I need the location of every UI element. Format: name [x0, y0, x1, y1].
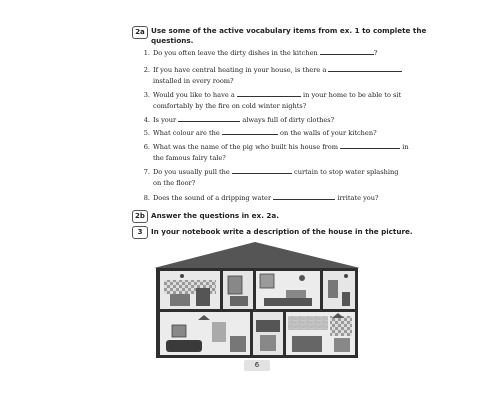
question-text: Do you usually pull the — [153, 168, 230, 176]
question-text: What was the name of the pig who built his house from — [153, 143, 339, 151]
answer-blank[interactable] — [237, 89, 301, 97]
exercise-2a-instruction — [151, 26, 426, 46]
exercise-tag-2a: 2a — [132, 26, 148, 39]
house-illustration — [152, 240, 362, 360]
question-4 — [136, 114, 396, 125]
answer-blank[interactable] — [232, 166, 292, 174]
question-2 — [136, 64, 396, 75]
question-3-continuation: comfortably by the fire on cold winter nights? — [153, 102, 307, 110]
question-8 — [136, 192, 396, 203]
question-text-end: irritate you? — [337, 194, 379, 202]
exercise-2b-instruction: Answer the questions in ex. 2a. — [151, 211, 280, 220]
question-number: 5. — [143, 129, 150, 137]
question-number: 4. — [143, 116, 150, 124]
question-number: 2. — [143, 66, 150, 74]
question-text: Do you often leave the dirty dishes in the kitchen — [153, 49, 318, 57]
question-6-continuation: the famous fairy tale? — [153, 154, 226, 162]
question-number: 6. — [143, 143, 150, 151]
question-3 — [136, 89, 402, 100]
question-text-end: curtain to stop water splashing — [294, 168, 399, 176]
exercise-tag-3: 3 — [132, 226, 148, 239]
answer-blank[interactable] — [273, 192, 335, 200]
question-text: Would you like to have a — [153, 91, 235, 99]
exercise-3-instruction: In your notebook write a description of the house in the picture. — [151, 227, 413, 236]
question-text: What colour are the — [153, 129, 220, 137]
question-1 — [136, 47, 396, 58]
question-text-end: in your home to be able to sit — [303, 91, 402, 99]
question-text: Does the sound of a dripping water — [153, 194, 272, 202]
answer-blank[interactable] — [328, 64, 402, 72]
exercise-tag-2b: 2b — [132, 210, 148, 223]
question-6 — [136, 141, 409, 152]
question-text: Is your — [153, 116, 177, 124]
answer-blank[interactable] — [222, 127, 278, 135]
question-number: 1. — [143, 49, 150, 57]
answer-blank[interactable] — [178, 114, 240, 122]
question-text-end: always full of dirty clothes? — [242, 116, 335, 124]
question-5 — [136, 127, 396, 138]
page-number: 6 — [244, 360, 270, 371]
question-number: 8. — [143, 194, 150, 202]
question-text-end: ? — [373, 49, 378, 57]
room-top-corner — [323, 271, 355, 309]
question-text-end: on the walls of your kitchen? — [280, 129, 377, 137]
question-7-continuation: on the floor? — [153, 179, 196, 187]
instruction-line-1: Use some of the active vocabulary items from ex. 1 to complete the — [151, 26, 427, 35]
question-text-end: in — [402, 143, 409, 151]
question-number: 3. — [143, 91, 150, 99]
question-number: 7. — [143, 168, 150, 176]
roof — [154, 242, 360, 268]
instruction-line-2: questions. — [151, 36, 194, 45]
question-7 — [136, 166, 399, 177]
question-text: If you have central heating in your house, is there a — [153, 66, 327, 74]
answer-blank[interactable] — [340, 141, 400, 149]
question-2-continuation: installed in every room? — [153, 77, 234, 85]
answer-blank[interactable] — [320, 47, 374, 55]
